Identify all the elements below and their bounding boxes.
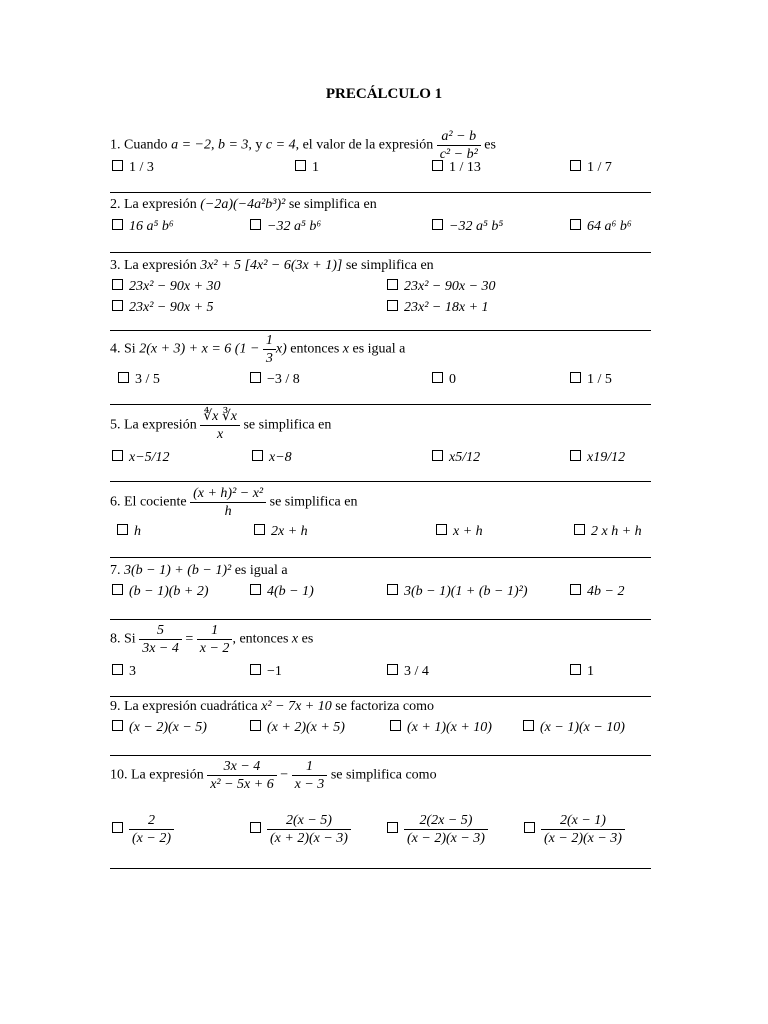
checkbox[interactable] [524,822,535,833]
checkbox[interactable] [252,450,263,461]
question-9-text: 9. La expresión cuadrática x² − 7x + 10 se factoriza como [110,699,434,714]
q5-option-a[interactable]: x−5/12 [112,450,170,466]
q8-option-c[interactable]: 3 / 4 [387,664,429,680]
checkbox[interactable] [250,822,261,833]
question-8-fraction-right: $\frac{1}{x - 2}$ [197,622,233,657]
q3-option-b[interactable]: 23x² − 90x − 30 [387,279,496,295]
q4-option-d[interactable]: 1 / 5 [570,372,612,388]
question-4-text: 4. Si 2(x + 3) + x = 6 (1 − $\frac{1}{3}$ x) entonces x es igual a [110,333,406,366]
q8-option-b[interactable]: −1 [250,664,282,680]
divider [110,330,651,331]
checkbox[interactable] [250,664,261,675]
q9-option-a[interactable]: (x − 2)(x − 5) [112,720,207,736]
checkbox[interactable] [570,450,581,461]
q3-option-d[interactable]: 23x² − 18x + 1 [387,300,489,316]
checkbox[interactable] [570,219,581,230]
q1-option-c[interactable]: 1 / 13 [432,160,481,176]
checkbox[interactable] [432,372,443,383]
checkbox[interactable] [570,664,581,675]
q4-option-b[interactable]: −3 / 8 [250,372,300,388]
question-1-text: 1. Cuando a = −2, b = 3, y c = 4, el valor de la expresión $\frac{\text{a² − b}}{\text{c² − b²}}$ es [110,129,496,162]
checkbox[interactable] [112,664,123,675]
question-5-text: 5. La expresión $\frac{∜x ∛x}{x}$ se simplifica en [110,409,332,442]
divider [110,252,651,253]
checkbox[interactable] [112,584,123,595]
checkbox[interactable] [250,720,261,731]
divider [110,192,651,193]
checkbox[interactable] [112,300,123,311]
q6-option-b[interactable]: 2x + h [254,524,308,540]
divider [110,481,651,482]
q6-option-a[interactable]: h [117,524,141,540]
checkbox[interactable] [387,664,398,675]
checkbox[interactable] [112,822,123,833]
checkbox[interactable] [432,450,443,461]
page-title: PRECÁLCULO 1 [325,86,443,102]
q4-option-c[interactable]: 0 [432,372,456,388]
q8-option-a[interactable]: 3 [112,664,136,680]
checkbox[interactable] [254,524,265,535]
checkbox[interactable] [112,219,123,230]
checkbox[interactable] [570,584,581,595]
q7-option-b[interactable]: 4(b − 1) [250,584,314,600]
q8-option-d[interactable]: 1 [570,664,594,680]
q3-option-a[interactable]: 23x² − 90x + 30 [112,279,221,295]
question-8-text: 8. Si $\frac{5}{3x - 4}$ = $\frac{1}{x - 2}$ , entonces x es [110,623,314,656]
checkbox[interactable] [117,524,128,535]
question-10-text: 10. La expresión $\frac{3x - 4}{\text{x² − 5x + 6}}$ − $\frac{1}{x - 3}$ se simplifica como [110,759,437,792]
q9-option-b[interactable]: (x + 2)(x + 5) [250,720,345,736]
checkbox[interactable] [390,720,401,731]
checkbox[interactable] [570,160,581,171]
q1-option-d[interactable]: 1 / 7 [570,160,612,176]
checkbox[interactable] [112,160,123,171]
divider [110,755,651,756]
checkbox[interactable] [523,720,534,731]
question-10-fraction-right: $\frac{1}{x - 3}$ [292,758,328,793]
q4-option-a[interactable]: 3 / 5 [118,372,160,388]
checkbox[interactable] [436,524,447,535]
checkbox[interactable] [118,372,129,383]
question-6-text: 6. El cociente $\frac{\text{(x + h)² − x²}}{h}$ se simplifica en [110,486,358,519]
checkbox[interactable] [574,524,585,535]
q2-option-d[interactable]: 64 a⁶ b⁶ [570,219,632,235]
question-1-fraction: $\frac{\text{a² − b}}{\text{c² − b²}}$ [437,128,481,163]
checkbox[interactable] [250,584,261,595]
q2-option-b[interactable]: −32 a⁵ b⁶ [250,219,321,235]
q3-option-c[interactable]: 23x² − 90x + 5 [112,300,214,316]
q7-option-a[interactable]: (b − 1)(b + 2) [112,584,209,600]
question-6-fraction: $\frac{\text{(x + h)² − x²}}{h}$ [190,485,266,520]
checkbox[interactable] [387,279,398,290]
divider [110,619,651,620]
question-5-fraction: $\frac{∜x ∛x}{x}$ [200,408,240,443]
checkbox[interactable] [570,372,581,383]
q5-option-c[interactable]: x5/12 [432,450,480,466]
checkbox[interactable] [112,450,123,461]
q2-option-c[interactable]: −32 a⁵ b⁵ [432,219,503,235]
checkbox[interactable] [432,160,443,171]
question-4-fraction: $\frac{1}{3}$ [263,332,276,367]
q10-option-d[interactable]: $\frac{2(x - 1)}{(x - 2)(x - 3)}$ [524,812,625,847]
checkbox[interactable] [112,279,123,290]
question-3-text: 3. La expresión 3x² + 5 [4x² − 6(3x + 1)] se simplifica en [110,258,434,273]
checkbox[interactable] [387,584,398,595]
checkbox[interactable] [387,300,398,311]
q10-option-c[interactable]: $\frac{2(2x - 5)}{(x - 2)(x - 3)}$ [387,812,488,847]
q7-option-d[interactable]: 4b − 2 [570,584,624,600]
q7-option-c[interactable]: 3(b − 1)(1 + (b − 1)²) [387,584,528,600]
divider [110,696,651,697]
q1-option-a[interactable]: 1 / 3 [112,160,154,176]
q9-option-d[interactable]: (x − 1)(x − 10) [523,720,625,736]
q5-option-d[interactable]: x19/12 [570,450,625,466]
divider [110,557,651,558]
checkbox[interactable] [432,219,443,230]
checkbox[interactable] [250,219,261,230]
q10-option-a[interactable]: $\frac{2}{(x - 2)}$ [112,812,174,847]
q6-option-d[interactable]: 2 x h + h [574,524,642,540]
checkbox[interactable] [387,822,398,833]
q2-option-a[interactable]: 16 a⁵ b⁶ [112,219,174,235]
q5-option-b[interactable]: x−8 [252,450,292,466]
question-10-fraction-left: $\frac{3x - 4}{\text{x² − 5x + 6}}$ [207,758,277,793]
question-8-fraction-left: $\frac{5}{3x - 4}$ [139,622,182,657]
divider [110,404,651,405]
checkbox[interactable] [250,372,261,383]
question-2-text: 2. La expresión (−2a)(−4a²b³)² se simplifica en [110,197,377,212]
divider [110,868,651,869]
q10-option-b[interactable]: $\frac{2(x - 5)}{(x + 2)(x - 3)}$ [250,812,351,847]
q9-option-c[interactable]: (x + 1)(x + 10) [390,720,492,736]
q6-option-c[interactable]: x + h [436,524,483,540]
q1-option-b[interactable]: 1 [295,160,319,176]
question-7-text: 7. 3(b − 1) + (b − 1)² es igual a [110,563,288,578]
checkbox[interactable] [295,160,306,171]
checkbox[interactable] [112,720,123,731]
